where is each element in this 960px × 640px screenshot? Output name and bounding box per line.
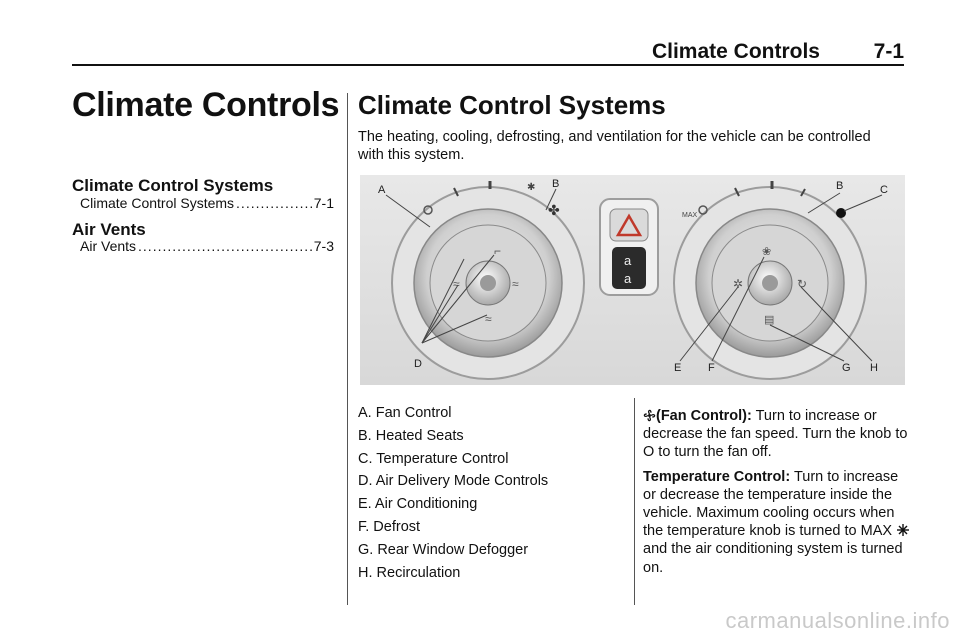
- callout-B: B: [552, 178, 560, 190]
- svg-text:✤: ✤: [548, 202, 560, 218]
- callout-G: G: [842, 362, 851, 374]
- svg-text:↻: ↻: [797, 277, 808, 291]
- control-descriptions: [643, 407, 913, 583]
- toc-entry-page: 7-3: [313, 238, 334, 254]
- fan-icon: [643, 409, 656, 422]
- legend-item: G. Rear Window Defogger: [358, 541, 529, 558]
- svg-text:✱: ✱: [527, 182, 536, 193]
- header-rule: [72, 64, 904, 66]
- callout-D: D: [414, 358, 422, 370]
- legend-item: H. Recirculation: [358, 564, 461, 581]
- temperature-control-text: Turn to increase or decrease the temperature inside the vehicle. Maximum cooling occurs when the temperature knob is turned to MAX: [643, 468, 899, 540]
- callout-F: F: [708, 362, 715, 374]
- temperature-control-paragraph: [643, 468, 913, 577]
- hazard-and-lock-switches: [600, 199, 658, 295]
- column-divider: [347, 93, 348, 605]
- temperature-control-term: Temperature Control:: [643, 468, 791, 485]
- svg-text:≈: ≈: [512, 277, 519, 291]
- column-divider: [634, 398, 635, 605]
- legend-item: D. Air Delivery Mode Controls: [358, 473, 549, 490]
- callout-B-right: B: [836, 180, 844, 192]
- toc-entry-link[interactable]: [80, 238, 334, 254]
- fan-control-text: Turn to increase or decrease the fan speed. Turn the knob to O to turn the fan off.: [643, 408, 908, 461]
- svg-text:⌐: ⌐: [494, 244, 502, 258]
- page-number: 7-1: [873, 40, 904, 63]
- callout-H: H: [870, 362, 878, 374]
- toc-entry-link[interactable]: [80, 195, 334, 211]
- climate-control-panel-figure: [360, 175, 905, 385]
- svg-text:a: a: [624, 253, 632, 268]
- svg-text:≈: ≈: [485, 312, 492, 326]
- toc-leader-dots: [138, 238, 312, 254]
- callout-A: A: [378, 184, 386, 196]
- watermark-link[interactable]: carmanualsonline.info: [725, 608, 950, 633]
- toc-entry-page: 7-1: [313, 195, 334, 211]
- svg-text:a: a: [624, 271, 632, 286]
- intro-paragraph: The heating, cooling, defrosting, and ventilation for the vehicle can be controlled with this system.: [358, 129, 871, 163]
- legend-item: F. Defrost: [358, 518, 421, 535]
- figure-legend: [358, 404, 628, 586]
- toc-heading: Air Vents: [72, 220, 146, 239]
- svg-text:❀: ❀: [762, 246, 772, 258]
- legend-item: E. Air Conditioning: [358, 496, 478, 513]
- toc-entry-label: Air Vents: [80, 238, 137, 254]
- legend-item: C. Temperature Control: [358, 450, 509, 467]
- temperature-control-text-end: and the air conditioning system is turned on.: [643, 541, 903, 576]
- section-title: Climate Control Systems: [358, 90, 666, 120]
- svg-text:≈: ≈: [453, 277, 460, 291]
- chapter-title: Climate Controls: [72, 86, 340, 124]
- toc-leader-dots: [236, 195, 312, 211]
- header-title: Climate Controls: [651, 40, 820, 63]
- toc-entry-label: Climate Control Systems: [80, 195, 235, 211]
- fan-control-paragraph: [643, 407, 913, 462]
- legend-item: B. Heated Seats: [358, 427, 464, 444]
- callout-C: C: [880, 184, 888, 196]
- fan-control-term: (Fan Control):: [656, 408, 752, 424]
- legend-item: A. Fan Control: [358, 405, 452, 421]
- svg-text:▤: ▤: [764, 314, 775, 326]
- callout-E: E: [674, 362, 682, 374]
- svg-text:✲: ✲: [733, 277, 744, 291]
- toc-heading: Climate Control Systems: [72, 176, 274, 195]
- svg-text:MAX: MAX: [682, 212, 698, 219]
- snowflake-icon: [896, 523, 910, 537]
